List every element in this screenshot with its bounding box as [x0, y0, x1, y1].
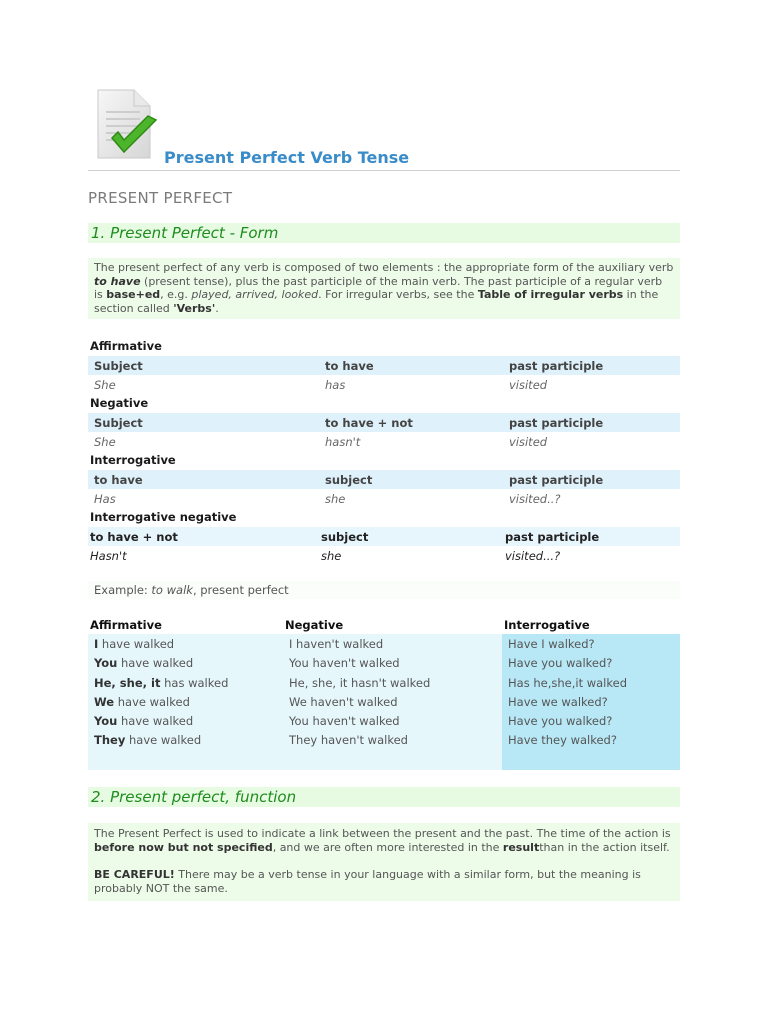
negative-cell: He, she, it hasn't walked — [283, 673, 502, 692]
table-header-row — [88, 356, 680, 375]
table-spacer-row — [88, 750, 680, 770]
header-interrogative: Interrogative — [502, 615, 680, 634]
table-header-row — [88, 615, 680, 634]
careful-paragraph — [94, 868, 674, 895]
interrogative-negative-table — [88, 527, 680, 565]
table-cell: she — [321, 548, 342, 563]
page-title: Present Perfect Verb Tense — [164, 148, 410, 167]
subject: We — [94, 694, 115, 709]
subject: He, she, it — [94, 675, 161, 690]
table-header-row — [88, 470, 680, 489]
table-row — [88, 375, 680, 394]
interrogative-table — [88, 470, 680, 508]
group-label-affirmative: Affirmative — [90, 339, 162, 353]
spacer-cell — [88, 750, 283, 770]
form-intro-text — [88, 258, 680, 319]
group-label-negative: Negative — [90, 396, 149, 410]
table-cell: visited — [509, 434, 548, 449]
function-paragraph — [94, 827, 674, 854]
affirmative-cell — [88, 731, 283, 750]
negative-cell: We haven't walked — [283, 692, 502, 711]
negative-cell: I haven't walked — [283, 634, 502, 653]
subject: I — [94, 636, 99, 651]
intro-table-ref: Table of irregular verbs — [477, 288, 624, 301]
careful-label: BE CAREFUL! — [94, 868, 175, 882]
function-text-1: The Present Perfect is used to indicate a link between the present and the past. The time of the action is — [94, 827, 671, 841]
group-label-interrogative-negative: Interrogative negative — [90, 510, 237, 524]
affirmative-cell — [88, 654, 283, 673]
table-row — [88, 634, 680, 653]
table-row — [88, 654, 680, 673]
document-checkmark-icon — [90, 88, 162, 164]
header-cell: to have + not — [88, 527, 319, 546]
to-walk-table — [88, 615, 680, 770]
verb-form: have walked — [98, 636, 175, 651]
subject: They — [94, 733, 126, 748]
form-groups — [88, 337, 680, 565]
table-row — [88, 692, 680, 711]
table-cell: Hasn't — [90, 548, 127, 563]
intro-base-ed: base+ed — [106, 288, 161, 301]
table-cell: she — [325, 491, 346, 506]
table-row — [88, 711, 680, 730]
table-cell: visited — [509, 377, 548, 392]
intro-text-4: . For irregular verbs, see the — [318, 288, 478, 301]
affirmative-cell — [88, 634, 283, 653]
header-cell: past participle — [503, 470, 680, 489]
table-row — [88, 546, 680, 565]
header-cell: subject — [319, 470, 503, 489]
table-header-row — [88, 413, 680, 432]
verb-form: has walked — [160, 675, 229, 690]
table-cell: has — [325, 377, 346, 392]
table-row — [88, 489, 680, 508]
table-header-row — [88, 527, 680, 546]
intro-text-5: in the section called — [94, 288, 659, 315]
header-cell: to have + not — [319, 413, 503, 432]
example-line — [88, 581, 680, 599]
document-page — [88, 88, 680, 901]
section-2-heading: 2. Present perfect, function — [88, 787, 680, 807]
spacer-cell — [502, 750, 680, 770]
table-cell: She — [94, 377, 116, 392]
subject: You — [94, 714, 118, 729]
interrogative-cell: Has he,she,it walked — [502, 673, 680, 692]
table-cell: visited..? — [509, 491, 561, 506]
header-cell: past participle — [503, 413, 680, 432]
example-suffix: , present perfect — [192, 583, 289, 597]
table-cell: She — [94, 434, 116, 449]
header-cell: subject — [319, 527, 503, 546]
verb-form: have walked — [125, 733, 202, 748]
intro-text-2: (present tense), plus the past participle of the main verb. The past participle of a regular verb is — [94, 274, 663, 301]
header-cell: Subject — [88, 356, 319, 375]
function-emphasis-2: result — [502, 840, 540, 854]
affirmative-cell — [88, 692, 283, 711]
intro-text-3: , e.g. — [160, 288, 192, 301]
header-cell: Subject — [88, 413, 319, 432]
title-row — [88, 88, 680, 171]
interrogative-cell: Have I walked? — [502, 634, 680, 653]
intro-verbs-ref: 'Verbs' — [173, 301, 216, 315]
example-prefix: Example: — [94, 583, 152, 597]
header-cell: to have — [319, 356, 503, 375]
example-verb: to walk — [151, 583, 193, 597]
verb-form: have walked — [114, 694, 190, 709]
interrogative-cell: Have we walked? — [502, 692, 680, 711]
affirmative-table — [88, 356, 680, 394]
verb-form: have walked — [117, 656, 194, 671]
function-text-3: than in the action itself. — [539, 840, 670, 854]
section-heading: PRESENT PERFECT — [88, 189, 233, 207]
negative-cell: They haven't walked — [283, 731, 502, 750]
table-cell: visited...? — [505, 548, 561, 563]
table-cell: hasn't — [325, 434, 361, 449]
group-label-interrogative: Interrogative — [90, 453, 176, 467]
header-cell: past participle — [503, 527, 680, 546]
interrogative-cell: Have you walked? — [502, 654, 680, 673]
negative-table — [88, 413, 680, 451]
spacer-cell — [283, 750, 502, 770]
function-text-2: , and we are often more interested in the — [272, 840, 503, 854]
intro-to-have: to have — [94, 274, 141, 288]
header-affirmative: Affirmative — [88, 615, 283, 634]
negative-cell: You haven't walked — [283, 711, 502, 730]
interrogative-cell: Have they walked? — [502, 731, 680, 750]
table-cell: Has — [94, 491, 116, 506]
header-cell: past participle — [503, 356, 680, 375]
intro-examples: played, arrived, looked — [191, 288, 319, 301]
careful-text: There may be a verb tense in your language with a similar form, but the meaning is probably NOT the same. — [94, 868, 641, 895]
affirmative-cell — [88, 673, 283, 692]
header-negative: Negative — [283, 615, 502, 634]
table-row — [88, 731, 680, 750]
intro-text-6: . — [215, 301, 219, 315]
section-1-heading: 1. Present Perfect - Form — [88, 223, 680, 243]
function-text — [88, 823, 680, 901]
intro-text-1: The present perfect of any verb is composed of two elements : the appropriate form of the auxiliary verb — [94, 261, 674, 274]
subject: You — [94, 656, 118, 671]
table-row — [88, 673, 680, 692]
affirmative-cell — [88, 711, 283, 730]
negative-cell: You haven't walked — [283, 654, 502, 673]
interrogative-cell: Have you walked? — [502, 711, 680, 730]
header-cell: to have — [88, 470, 319, 489]
function-emphasis-1: before now but not specified — [94, 840, 273, 854]
table-row — [88, 432, 680, 451]
verb-form: have walked — [117, 714, 194, 729]
